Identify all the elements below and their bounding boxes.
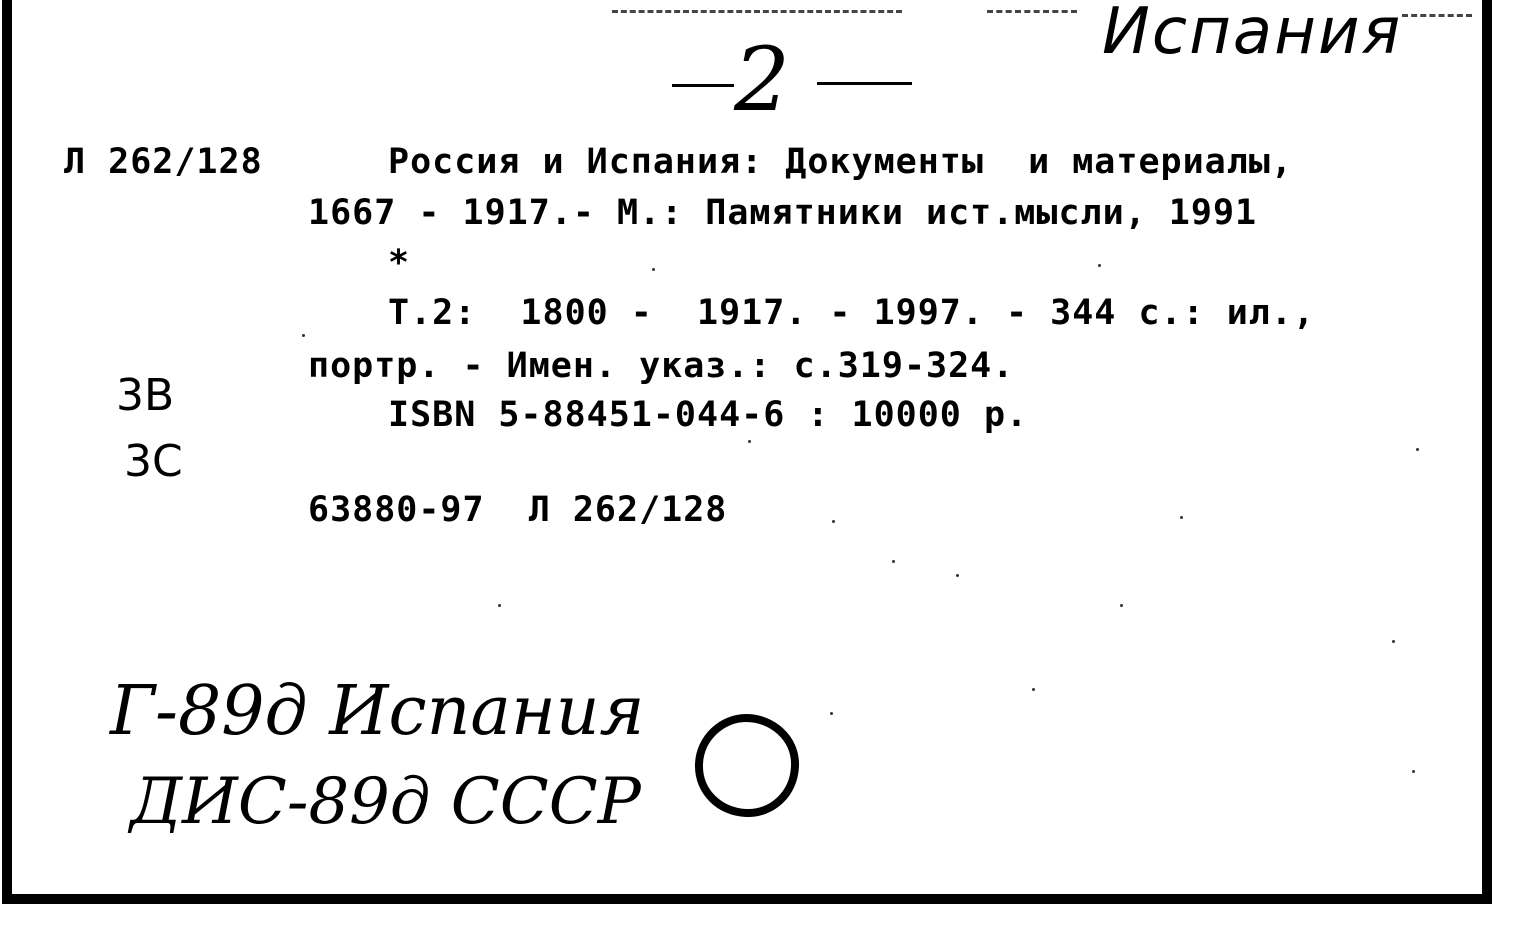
volume-line-1: Т.2: 1800 - 1917. - 1997. - 344 с.: ил.,: [388, 293, 1316, 333]
scan-speck: [748, 440, 751, 443]
page-number: [672, 28, 912, 131]
scan-speck: [1098, 264, 1101, 267]
scan-speck: [652, 268, 655, 271]
star-mark: *: [388, 243, 411, 283]
scan-speck: [1120, 604, 1123, 607]
call-number: Л 262/128: [64, 142, 263, 182]
isbn-line: ISBN 5-88451-044-6 : 10000 р.: [388, 395, 1029, 435]
scan-speck: [1392, 640, 1395, 643]
scan-speck: [1416, 448, 1419, 451]
title-line-2: 1667 - 1917.- М.: Памятники ист.мысли, 1991: [308, 193, 1258, 233]
margin-note-1: 3В: [116, 370, 175, 421]
hand-drawn-circle-icon: [688, 712, 804, 820]
handwritten-line-1: Г-89д Испания: [110, 672, 645, 751]
catalog-card: [2, 0, 1492, 904]
top-dashed-edge-far-right: [1402, 14, 1472, 17]
scan-speck: [832, 520, 835, 523]
scan-speck: [302, 334, 305, 337]
margin-note-2: 3С: [124, 436, 183, 487]
inventory-line: 63880-97 Л 262/128: [308, 490, 728, 530]
page-number-digit: 2: [734, 28, 790, 131]
top-dashed-edge: [612, 10, 902, 13]
top-dashed-edge-right: [987, 10, 1077, 13]
scan-speck: [830, 712, 833, 715]
handwritten-line-2: ДИС-89д СССР: [130, 765, 641, 839]
scan-speck: [892, 560, 895, 563]
scan-speck: [956, 574, 959, 577]
card-heading: Испания: [1102, 0, 1403, 69]
scan-speck: [1412, 770, 1415, 773]
scan-speck: [1180, 516, 1183, 519]
scan-speck: [498, 604, 501, 607]
scan-speck: [1032, 688, 1035, 691]
volume-line-2: портр. - Имен. указ.: с.319-324.: [308, 346, 1015, 386]
title-line-1: Россия и Испания: Документы и материалы,: [388, 142, 1293, 182]
